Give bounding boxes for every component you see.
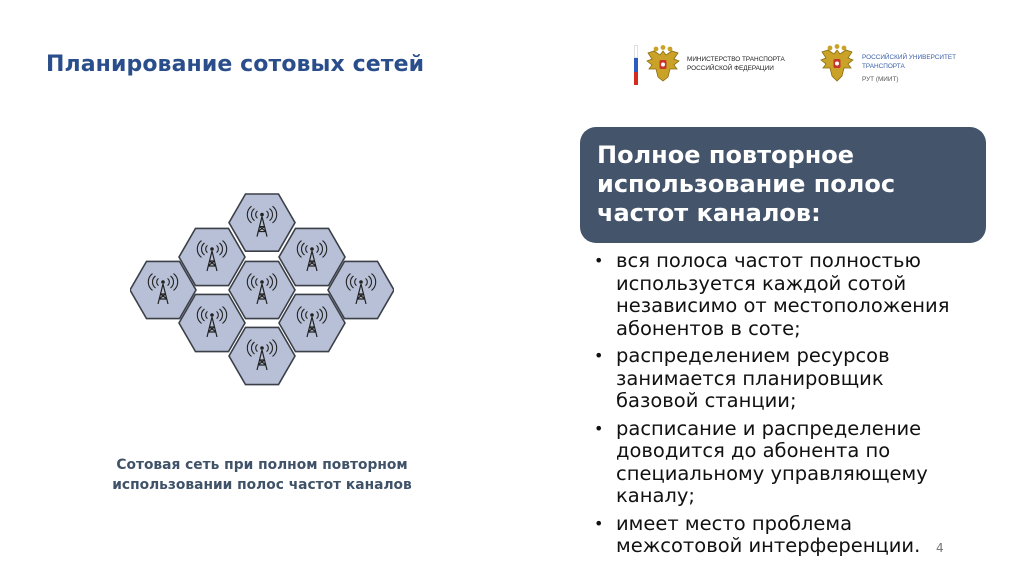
hex-cell [229,194,295,251]
bullet-item [592,418,962,508]
bullet-dot-icon: • [594,251,604,270]
antenna-tip [161,280,165,284]
bullet-item [592,345,962,413]
antenna-tip [260,346,264,350]
bullet-line: используется каждой сотой [616,271,907,295]
slide-title: Планирование сотовых сетей [46,52,425,77]
antenna-tip [310,313,314,317]
hex-cell [229,261,295,318]
rut-logo-line3: РУТ (МИИТ) [862,76,899,83]
bullet-line: доводится до абонента по [616,439,891,462]
bullet-line: абонентов в соте; [616,316,801,340]
bullet-line: занимается планировщик [616,366,884,390]
antenna-tip [210,313,214,317]
double-headed-eagle-icon [818,43,856,85]
bullet-line: вся полоса частот полностью [616,249,921,272]
double-headed-eagle-icon [644,45,682,85]
russian-flag-icon [634,45,638,85]
bullet-list [592,250,962,563]
cellular-network-diagram [130,186,394,396]
bullet-dot-icon: • [594,346,604,365]
mintrans-logo-line2: РОССИЙСКОЙ ФЕДЕРАЦИИ [687,65,774,72]
antenna-tip [260,213,264,217]
diagram-caption [72,455,452,495]
diagram-caption-line1: Сотовая сеть при полном повторном [116,457,408,473]
bullet-item [592,250,962,340]
hex-cell-shape [229,194,295,251]
bullet-line: независимо от местоположения [616,294,950,317]
hex-cell [229,327,295,384]
hex-cell-shape [229,261,295,318]
mintrans-logo [634,45,794,87]
bullet-dot-icon: • [594,418,604,438]
antenna-tip [359,280,363,284]
bullet-line: каналу; [616,484,695,507]
rut-logo-line1: РОССИЙСКИЙ УНИВЕРСИТЕТ [862,54,957,61]
antenna-tip [310,247,314,251]
antenna-tip [210,247,214,251]
hex-cell-shape [229,327,295,384]
bullet-line: расписание и распределение [616,416,922,440]
diagram-caption-line2: использовании полос частот каналов [112,477,412,493]
bullet-line: специальному управляющему [616,461,928,485]
header-line2: использование полос [597,170,896,198]
rut-logo-line2: ТРАНСПОРТА [862,63,905,70]
bullet-line: базовой станции; [616,389,797,412]
header-line1: Полное повторное [597,141,855,169]
bullet-dot-icon: • [594,513,604,533]
bullet-line: межсотовой интерференции. [616,534,921,557]
header-line3: частот каналов: [597,199,821,227]
rut-miit-logo [818,43,968,89]
bullet-line: распределением ресурсов [616,344,890,367]
bullet-item [592,513,962,558]
antenna-tip [260,280,264,284]
page-number: 4 [936,541,944,555]
frequency-reuse-header [580,127,986,243]
bullet-line: имеет место проблема [616,511,853,535]
mintrans-logo-line1: МИНИСТЕРСТВО ТРАНСПОРТА [687,56,785,63]
